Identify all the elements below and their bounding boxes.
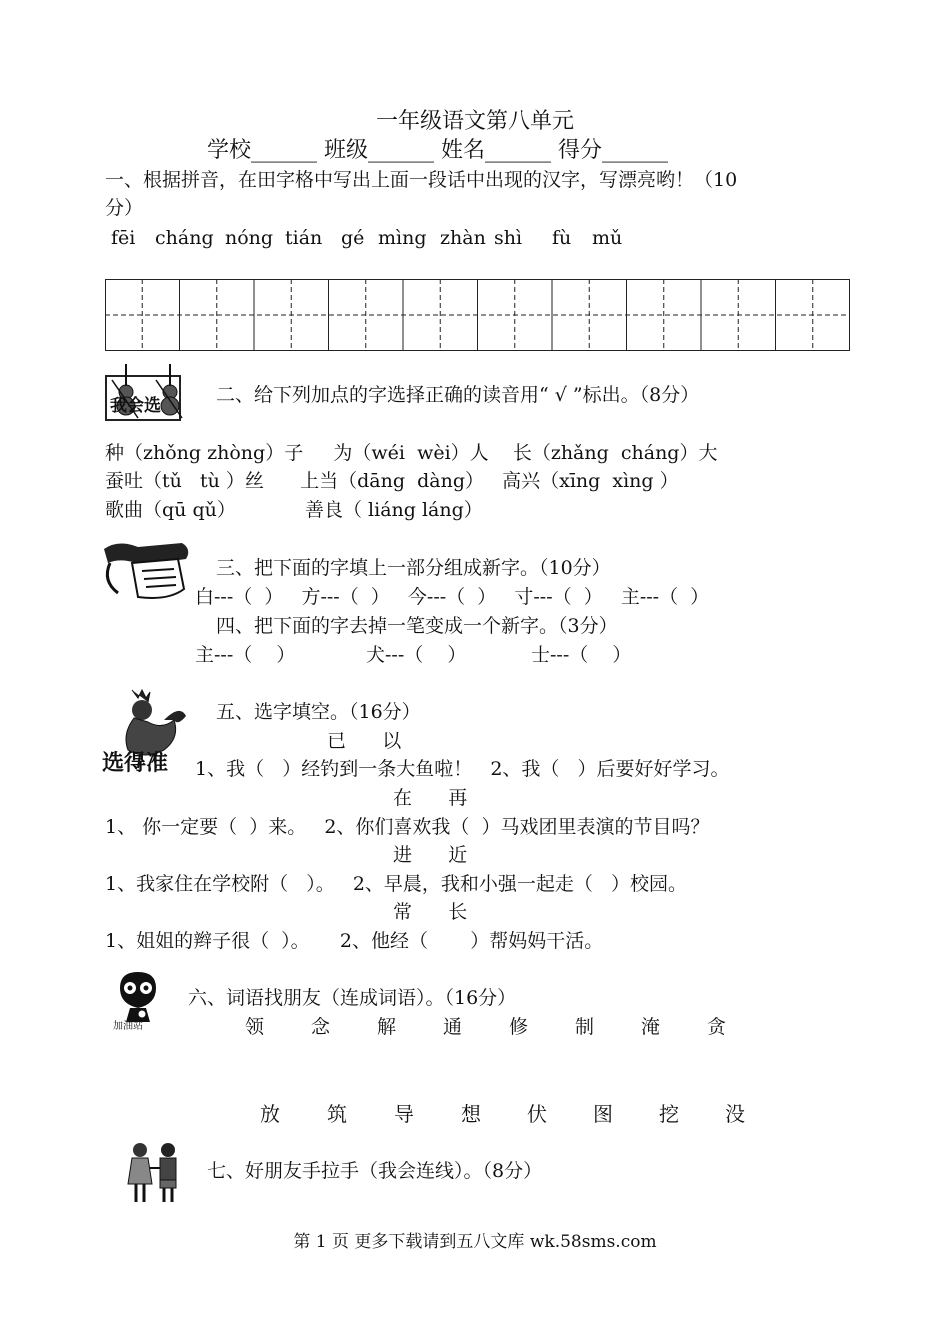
q5-sentence: 1、我（ ）经钓到一条大鱼啦！ 2、我（ ）后要好好学习。 — [195, 758, 730, 780]
word-item[interactable]: 筑 — [327, 1102, 347, 1126]
word-item[interactable]: 导 — [394, 1102, 414, 1126]
q5-icon-label: 选得准 — [102, 751, 169, 776]
q2-line3b: 善良（ liáng láng） — [305, 499, 483, 521]
q5-choices: 常 长 — [393, 901, 468, 923]
word-item[interactable]: 领 — [245, 1016, 265, 1038]
word-item[interactable]: 解 — [377, 1016, 397, 1038]
q5-sentence: 1、姐姐的辫子很（ ）。 2、他经（ ）帮妈妈干活。 — [105, 930, 604, 952]
q5-choices: 在 再 — [393, 787, 468, 809]
word-item[interactable]: 贪 — [707, 1016, 727, 1038]
q4-item: 士---（ ） — [531, 644, 632, 666]
pinyin-item: fēi — [111, 227, 136, 249]
pinyin-item: fù — [552, 227, 572, 249]
q6-heading: 六、词语找朋友（连成词语）。（16分） — [188, 987, 517, 1009]
q1-heading-cont: 分） — [105, 197, 144, 219]
word-item[interactable]: 没 — [725, 1102, 745, 1126]
pinyin-item: shì — [494, 227, 523, 249]
pinyin-item: mǔ — [592, 227, 623, 249]
pinyin-item: tián — [285, 227, 323, 249]
word-item[interactable]: 伏 — [527, 1102, 547, 1126]
tianzige-grid[interactable] — [105, 279, 850, 351]
page-footer: 第 1 页 更多下载请到五八文库 wk.58sms.com — [293, 1232, 657, 1252]
word-item[interactable]: 制 — [575, 1016, 595, 1038]
q4-heading: 四、把下面的字去掉一笔变成一个新字。（3分） — [216, 615, 618, 637]
pinyin-item: cháng — [155, 227, 214, 249]
pinyin-item: gé — [341, 227, 365, 249]
q5-heading: 五、选字填空。（16分） — [216, 701, 421, 723]
pinyin-item: mìng — [378, 227, 427, 249]
word-item[interactable]: 图 — [593, 1102, 613, 1126]
q2-line3a: 歌曲（qū qǔ） — [105, 499, 236, 521]
q4-item: 主---（ ） — [195, 644, 296, 666]
q3-heading: 三、把下面的字填上一部分组成新字。（10分） — [216, 557, 611, 579]
word-item[interactable]: 通 — [443, 1016, 463, 1038]
q2-icon-label: 我会选 — [110, 396, 161, 416]
word-item[interactable]: 挖 — [659, 1102, 679, 1126]
pinyin-item: nóng — [225, 227, 274, 249]
word-item[interactable]: 想 — [461, 1102, 481, 1126]
q3-items: 白---（ ） 方---（ ） 今---（ ） 寸---（ ） 主---（ ） — [195, 586, 710, 608]
q5-sentence: 1、我家住在学校附（ ）。 2、早晨，我和小强一起走（ ）校园。 — [105, 873, 688, 895]
q4-item: 犬---（ ） — [366, 644, 467, 666]
student-info-line: 学校______ 班级______ 姓名______ 得分______ — [207, 138, 668, 163]
q5-choices: 进 近 — [393, 844, 468, 866]
q2-heading: 二、给下列加点的字选择正确的读音用“ √ ”标出。（8分） — [216, 384, 700, 406]
q5-sentence: 1、 你一定要（ ）来。 2、你们喜欢我（ ）马戏团里表演的节目吗？ — [105, 816, 710, 838]
q2-line1: 种（zhǒng zhòng）子 为（wéi wèi）人 长（zhǎng cháng）大 — [105, 442, 718, 464]
q6-icon-label: 加油站 — [113, 1021, 143, 1032]
q5-choices: 已 以 — [327, 730, 402, 752]
pinyin-item: zhàn — [440, 227, 486, 249]
scroll-icon — [98, 537, 196, 605]
word-item[interactable]: 淹 — [641, 1016, 661, 1038]
q7-heading: 七、好朋友手拉手（我会连线）。（8分） — [207, 1160, 543, 1182]
page-title: 一年级语文第八单元 — [375, 109, 574, 134]
children-icon — [122, 1140, 188, 1208]
q2-line2: 蚕吐（tǔ tù ）丝 上当（dāng dàng） 高兴（xīng xìng ） — [105, 470, 679, 492]
q1-heading: 一、根据拼音，在田字格中写出上面一段话中出现的汉字，写漂亮哟！（10 — [105, 169, 738, 191]
word-item[interactable]: 放 — [260, 1102, 280, 1126]
word-item[interactable]: 修 — [509, 1016, 529, 1038]
word-item[interactable]: 念 — [311, 1016, 331, 1038]
